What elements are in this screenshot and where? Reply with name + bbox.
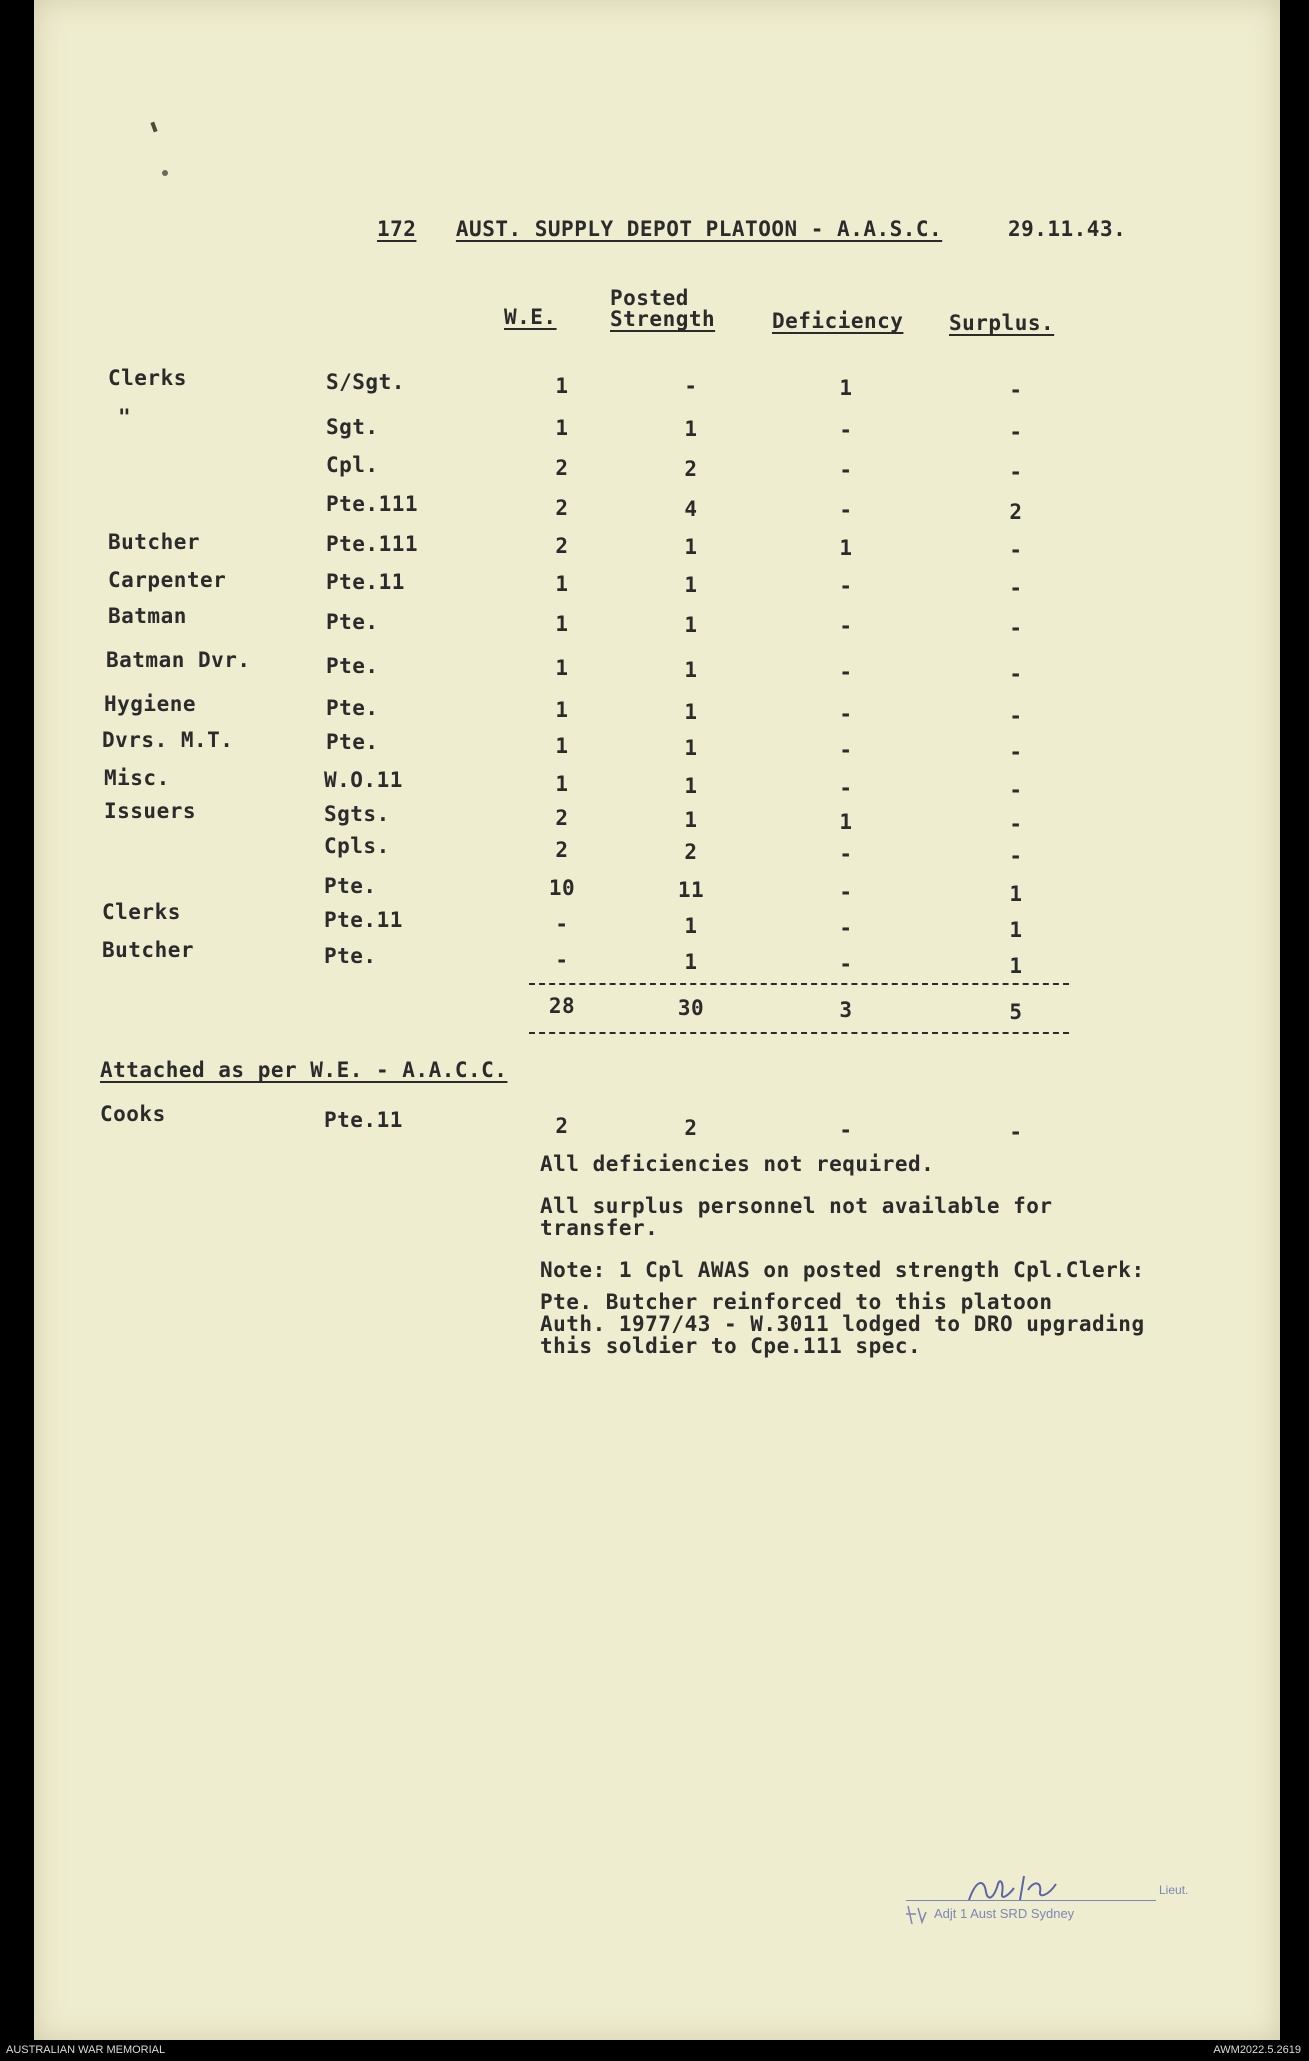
row-posted: 1 [684,613,698,637]
row-posted: 1 [684,950,698,974]
totals-rule-top [529,983,1069,985]
row-rank: Sgt. [326,415,379,439]
row-deficiency: - [839,842,853,866]
row-rank: Pte. [326,610,379,634]
signature-rank: Lieut. [1159,1883,1189,1897]
row-surplus: - [1009,844,1023,868]
row-surplus: - [1009,538,1023,562]
row-deficiency: - [839,880,853,904]
row-surplus: 1 [1009,918,1023,942]
row-we: 1 [555,374,569,398]
row-we: 1 [555,656,569,680]
row-we: 1 [555,698,569,722]
row-we: - [555,948,569,972]
unit-number: 172 [377,217,417,241]
row-deficiency: - [839,952,853,976]
row-rank: Pte. [324,944,377,968]
row-rank: Pte. [324,874,377,898]
row-we: 1 [555,612,569,636]
row-deficiency: - [839,776,853,800]
row-role: Butcher [102,938,195,962]
signature-office: Adjt 1 Aust SRD Sydney [934,1906,1075,1921]
col-header-deficiency: Deficiency [772,309,904,333]
row-posted: 11 [677,878,705,902]
row-we: 2 [555,456,569,480]
row-surplus: - [1009,740,1023,764]
attached-role: Cooks [100,1102,166,1126]
total-surplus: 5 [1009,1000,1023,1024]
unit-name: AUST. SUPPLY DEPOT PLATOON - A.A.S.C. [455,217,943,241]
row-role: Carpenter [108,568,227,592]
document-date: 29.11.43. [1007,217,1127,241]
total-posted: 30 [677,996,705,1020]
row-posted: 1 [684,808,698,832]
paper-mark [162,170,168,176]
signature-line [906,1900,1156,1901]
row-role: Clerks [108,366,187,390]
col-header-posted-line1: Posted [610,286,689,310]
row-surplus: - [1009,812,1023,836]
row-posted: 4 [684,497,698,521]
row-rank: Pte.11 [326,570,405,594]
row-role: Clerks [102,900,181,924]
row-posted: 1 [684,535,698,559]
row-role: Dvrs. M.T. [102,728,234,752]
row-posted: 1 [684,914,698,938]
totals-rule-bottom [529,1032,1069,1034]
row-posted: 1 [684,774,698,798]
row-surplus: - [1009,576,1023,600]
row-we: 10 [548,876,576,900]
row-rank: Pte. [326,730,379,754]
row-deficiency: 1 [839,810,853,834]
row-role: Butcher [108,530,201,554]
row-we: 1 [555,572,569,596]
document-title [377,217,1126,241]
row-surplus: - [1009,662,1023,686]
note-authority: Auth. 1977/43 - W.3011 lodged to DRO upgrading [540,1312,1145,1336]
attached-heading: Attached as per W.E. - A.A.C.C. [100,1058,508,1082]
row-posted: 1 [684,658,698,682]
total-deficiency: 3 [839,998,853,1022]
row-deficiency: - [839,614,853,638]
row-deficiency: - [839,418,853,442]
note-deficiencies: All deficiencies not required. [540,1152,935,1176]
row-surplus: - [1009,460,1023,484]
row-rank: Pte.111 [326,492,419,516]
row-rank: Cpls. [324,834,390,858]
note-awas: Note: 1 Cpl AWAS on posted strength Cpl.Clerk: [540,1258,1145,1282]
row-rank: Sgts. [324,802,390,826]
row-role: Hygiene [104,692,197,716]
row-rank: W.O.11 [324,768,403,792]
row-role: " [118,405,132,429]
row-role: Misc. [104,766,170,790]
row-surplus: - [1009,420,1023,444]
row-surplus: 1 [1009,882,1023,906]
row-role: Batman [108,604,187,628]
row-we: 2 [555,838,569,862]
document-page [34,0,1280,2040]
note-soldier: this soldier to Cpe.111 spec. [540,1334,922,1358]
note-surplus-line2: transfer. [540,1216,659,1240]
row-role: Issuers [104,799,197,823]
footer-archive-name: AUSTRALIAN WAR MEMORIAL [6,2044,166,2056]
attached-deficiency: - [839,1118,853,1142]
row-rank: S/Sgt. [326,370,405,394]
col-header-we: W.E. [504,305,557,329]
row-surplus: - [1009,378,1023,402]
attached-we: 2 [555,1114,569,1138]
row-surplus: - [1009,778,1023,802]
row-surplus: 2 [1009,500,1023,524]
row-posted: 2 [684,457,698,481]
paper-mark [150,122,157,133]
row-rank: Pte. [326,696,379,720]
row-posted: 1 [684,417,698,441]
row-we: 1 [555,772,569,796]
row-we: 1 [555,416,569,440]
row-surplus: 1 [1009,954,1023,978]
note-surplus-line1: All surplus personnel not available for [540,1194,1053,1218]
row-posted: 1 [684,700,698,724]
row-we: 2 [555,496,569,520]
col-header-surplus: Surplus. [949,311,1055,335]
signature-scrawl [964,1870,1084,1910]
attached-rank: Pte.11 [324,1108,403,1132]
row-rank: Pte.11 [324,908,403,932]
row-deficiency: - [839,498,853,522]
row-rank: Pte. [326,654,379,678]
row-deficiency: 1 [839,376,853,400]
row-deficiency: - [839,458,853,482]
row-posted: 2 [684,840,698,864]
col-header-posted-line2: Strength [610,307,716,331]
row-deficiency: - [839,702,853,726]
row-we: - [555,912,569,936]
row-we: 2 [555,534,569,558]
attached-posted: 2 [684,1116,698,1140]
row-we: 2 [555,806,569,830]
row-we: 1 [555,734,569,758]
row-rank: Pte.111 [326,532,419,556]
attached-surplus: - [1009,1120,1023,1144]
row-role: Batman Dvr. [106,648,251,672]
total-we: 28 [548,994,576,1018]
row-posted: - [684,374,698,398]
row-posted: 1 [684,736,698,760]
row-posted: 1 [684,573,698,597]
row-deficiency: - [839,574,853,598]
footer-accession-number: AWM2022.5.2619 [1213,2044,1301,2056]
row-deficiency: 1 [839,536,853,560]
note-butcher: Pte. Butcher reinforced to this platoon [540,1290,1053,1314]
initials-mark [904,1904,928,1926]
row-surplus: - [1009,616,1023,640]
row-deficiency: - [839,660,853,684]
row-rank: Cpl. [326,453,379,477]
row-deficiency: - [839,916,853,940]
row-surplus: - [1009,704,1023,728]
row-deficiency: - [839,738,853,762]
